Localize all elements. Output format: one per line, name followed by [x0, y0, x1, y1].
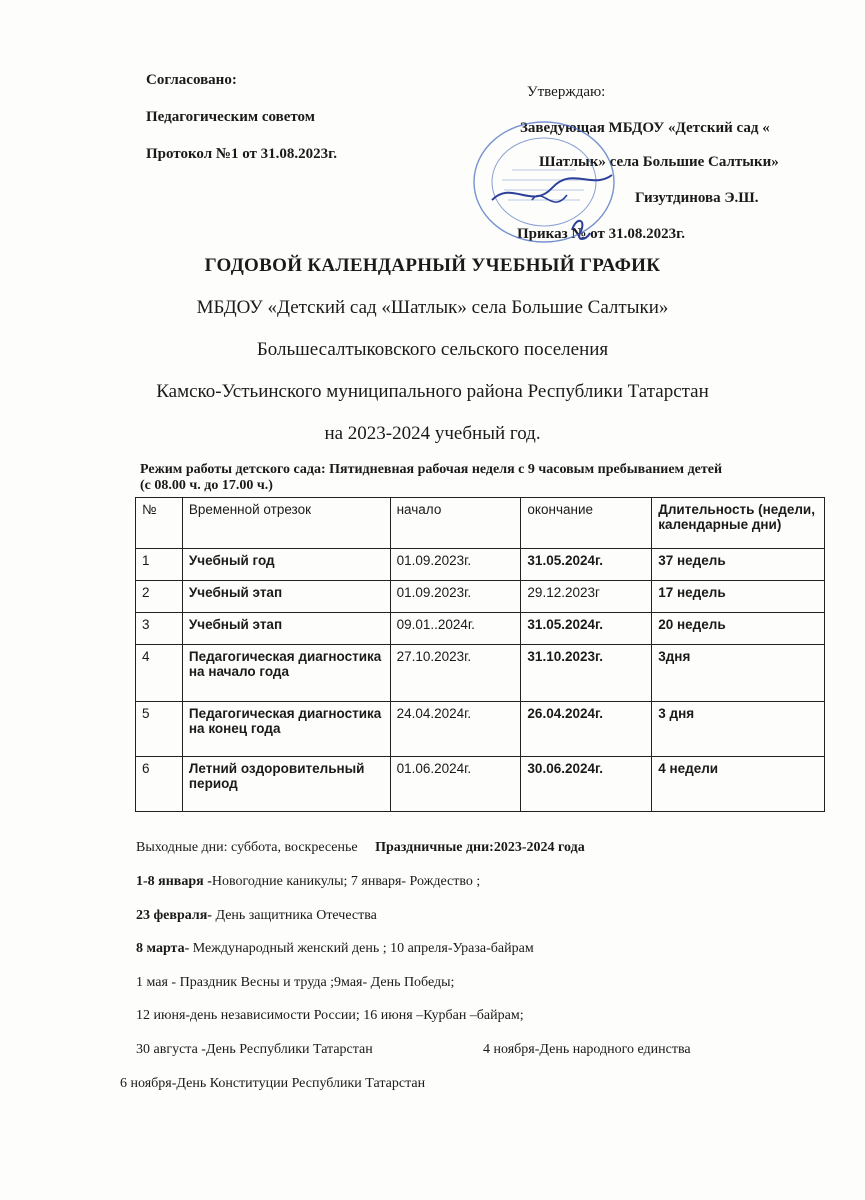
holiday-text-2: День защитника Отечества: [211, 908, 377, 923]
seal-stamp-icon: [472, 120, 642, 250]
row-start: 01.09.2023г.: [390, 581, 521, 613]
row-num: 1: [136, 549, 183, 581]
holiday-line-1: [136, 874, 480, 890]
holiday-date-1: 1-8 января -: [136, 874, 212, 889]
document-title-block: [0, 255, 865, 465]
holiday-line-2: [136, 908, 377, 924]
agreed-label: Согласовано:: [146, 72, 237, 88]
row-start: 01.09.2023г.: [390, 549, 521, 581]
row-start: 01.06.2024г.: [390, 757, 521, 812]
row-period: Учебный этап: [182, 613, 390, 645]
title-line-3: Большесалтыковского сельского поселения: [256, 339, 609, 360]
header-period: Временной отрезок: [182, 498, 390, 549]
protocol-label: Протокол №1 от 31.08.2023г.: [146, 146, 338, 162]
regime-line-2: (с 08.00 ч. до 17.00 ч.): [140, 478, 273, 493]
row-num: 4: [136, 645, 183, 702]
row-duration: 20 недель: [652, 613, 825, 645]
holiday-text-3: Международный женский день ; 10 апреля-Ураза-байрам: [189, 941, 534, 956]
table-row: [136, 613, 825, 645]
header-num: №: [136, 498, 183, 549]
order-label: Приказ № от 31.08.2023г.: [517, 226, 685, 242]
holiday-line-4: [136, 975, 454, 991]
head-line-2: Шатлык» села Большие Салтыки»: [539, 154, 779, 170]
row-end: 31.05.2024г.: [521, 549, 652, 581]
row-duration: 3 дня: [652, 702, 825, 757]
holidays-title: Праздничные дни:2023-2024 года: [375, 840, 585, 855]
row-end: 29.12.2023г: [521, 581, 652, 613]
title-line-4: Камско-Устьинского муниципального района Республики Татарстан: [156, 381, 709, 402]
holiday-date-2: 23 февраля-: [136, 908, 212, 923]
holiday-line-6b: 4 ноября-День народного единства: [483, 1042, 691, 1057]
table-row: [136, 702, 825, 757]
row-period: Летний оздоровительный период: [182, 757, 390, 812]
row-start: 24.04.2024г.: [390, 702, 521, 757]
row-duration: 3дня: [652, 645, 825, 702]
row-period: Учебный этап: [182, 581, 390, 613]
work-regime: [140, 462, 780, 494]
header-end: окончание: [521, 498, 652, 549]
row-start: 09.01..2024г.: [390, 613, 521, 645]
row-end: 31.10.2023г.: [521, 645, 652, 702]
title-line-2: МБДОУ «Детский сад «Шатлык» села Большие Салтыки»: [196, 297, 669, 318]
row-duration: 4 недели: [652, 757, 825, 812]
document-title: ГОДОВОЙ КАЛЕНДАРНЫЙ УЧЕБНЫЙ ГРАФИК: [204, 255, 661, 276]
weekend-line: [136, 840, 585, 856]
table-row: [136, 549, 825, 581]
table-row: [136, 645, 825, 702]
row-num: 2: [136, 581, 183, 613]
holiday-line-5: 12 июня-день независимости России; 16 июня –Курбан –байрам;: [136, 1008, 524, 1023]
row-duration: 17 недель: [652, 581, 825, 613]
row-end: 26.04.2024г.: [521, 702, 652, 757]
row-end: 30.06.2024г.: [521, 757, 652, 812]
agreement-block: [146, 72, 337, 183]
council-label: Педагогическим советом: [146, 109, 315, 125]
approve-label: Утверждаю:: [527, 84, 606, 100]
holiday-line-7: 6 ноября-День Конституции Республики Татарстан: [120, 1076, 426, 1091]
table-header-row: [136, 498, 825, 549]
holiday-date-3: 8 марта-: [136, 941, 190, 956]
row-start: 27.10.2023г.: [390, 645, 521, 702]
row-num: 6: [136, 757, 183, 812]
row-duration: 37 недель: [652, 549, 825, 581]
table-row: [136, 581, 825, 613]
row-period: Педагогическая диагностика на начало года: [182, 645, 390, 702]
signature-name: Гизутдинова Э.Ш.: [635, 190, 759, 206]
row-period: Педагогическая диагностика на конец года: [182, 702, 390, 757]
row-num: 3: [136, 613, 183, 645]
row-end: 31.05.2024г.: [521, 613, 652, 645]
header-duration: Длительность (недели, календарные дни): [652, 498, 825, 549]
weekend-label: Выходные дни: суббота, воскресенье: [136, 840, 358, 855]
holiday-text-4: Праздник Весны и труда ;9мая- День Победы;: [179, 975, 455, 990]
header-start: начало: [390, 498, 521, 549]
holiday-line-3: [136, 941, 534, 957]
row-num: 5: [136, 702, 183, 757]
title-line-5: на 2023-2024 учебный год.: [324, 423, 541, 444]
row-period: Учебный год: [182, 549, 390, 581]
holiday-text-1: Новогодние каникулы; 7 января- Рождество ;: [211, 874, 481, 889]
head-line-1: Заведующая МБДОУ «Детский сад «: [520, 120, 770, 136]
regime-line-1: Режим работы детского сада: Пятидневная рабочая неделя с 9 часовым пребыванием детей: [140, 462, 723, 477]
schedule-table: [135, 497, 825, 812]
holiday-line-6a: 30 августа -День Республики Татарстан: [136, 1042, 373, 1057]
holiday-date-4: 1 мая -: [136, 975, 180, 990]
table-row: [136, 757, 825, 812]
